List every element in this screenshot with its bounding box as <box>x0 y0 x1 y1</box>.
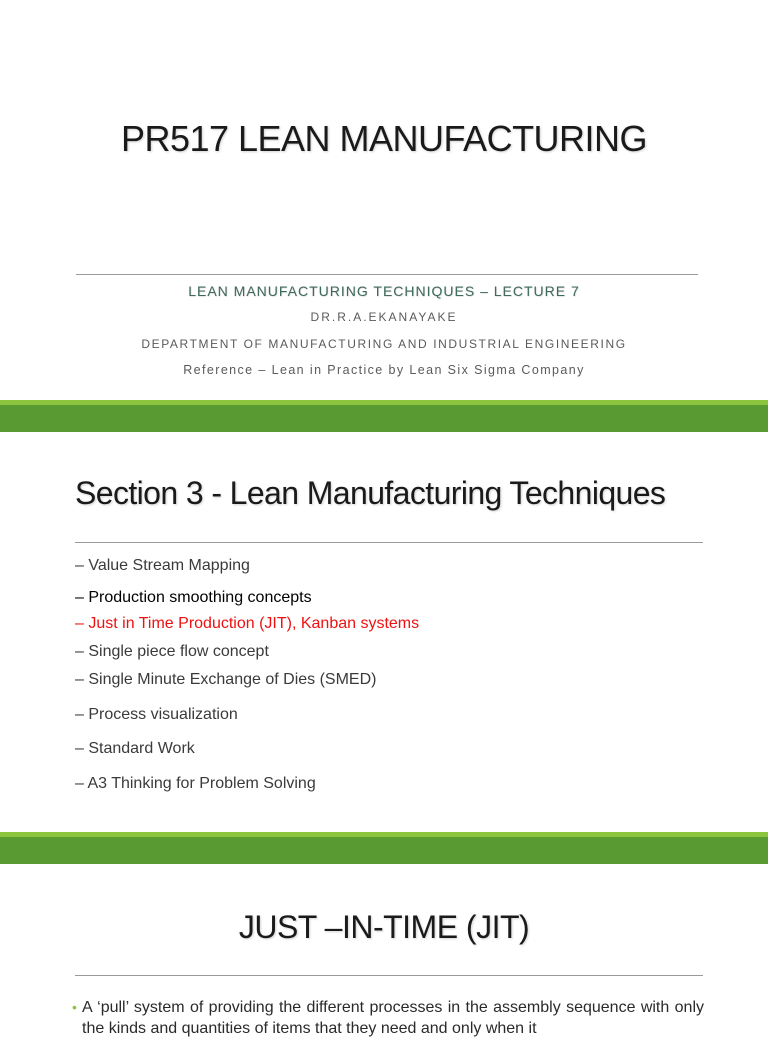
bullet-dot-icon: • <box>72 999 77 1015</box>
department-name: DEPARTMENT OF MANUFACTURING AND INDUSTRIAL ENGINEERING <box>141 337 627 351</box>
title-divider <box>76 274 698 275</box>
section-divider <box>75 542 703 543</box>
jit-slide <box>0 864 768 1037</box>
list-item: – Production smoothing concepts <box>75 589 312 606</box>
lecture-subtitle: LEAN MANUFACTURING TECHNIQUES – LECTURE 7 <box>188 283 580 299</box>
list-item-highlighted: – Just in Time Production (JIT), Kanban systems <box>75 615 420 632</box>
title-slide <box>0 0 768 400</box>
list-item: – A3 Thinking for Problem Solving <box>75 775 316 792</box>
list-item: – Single Minute Exchange of Dies (SMED) <box>75 671 377 688</box>
list-item: – Single piece flow concept <box>75 643 269 660</box>
slide-separator-band <box>0 400 768 432</box>
list-item: – Standard Work <box>75 740 195 757</box>
list-item: – Value Stream Mapping <box>75 557 250 574</box>
section-slide <box>0 432 768 832</box>
jit-bullet <box>72 997 704 1039</box>
list-item: – Process visualization <box>75 706 238 723</box>
reference-line: Reference – Lean in Practice by Lean Six Sigma Company <box>183 363 585 377</box>
section-title: Section 3 - Lean Manufacturing Techniques <box>75 475 666 511</box>
jit-divider <box>75 975 703 976</box>
jit-title: JUST –IN-TIME (JIT) <box>238 909 530 945</box>
author-name: DR.R.A.EKANAYAKE <box>310 310 458 324</box>
jit-bullet-text: A ‘pull’ system of providing the different processes in the assembly sequence with only the kinds and quantities of items that they need and only when it <box>82 999 704 1037</box>
course-title: PR517 LEAN MANUFACTURING <box>120 118 648 159</box>
slide-separator-band <box>0 832 768 864</box>
